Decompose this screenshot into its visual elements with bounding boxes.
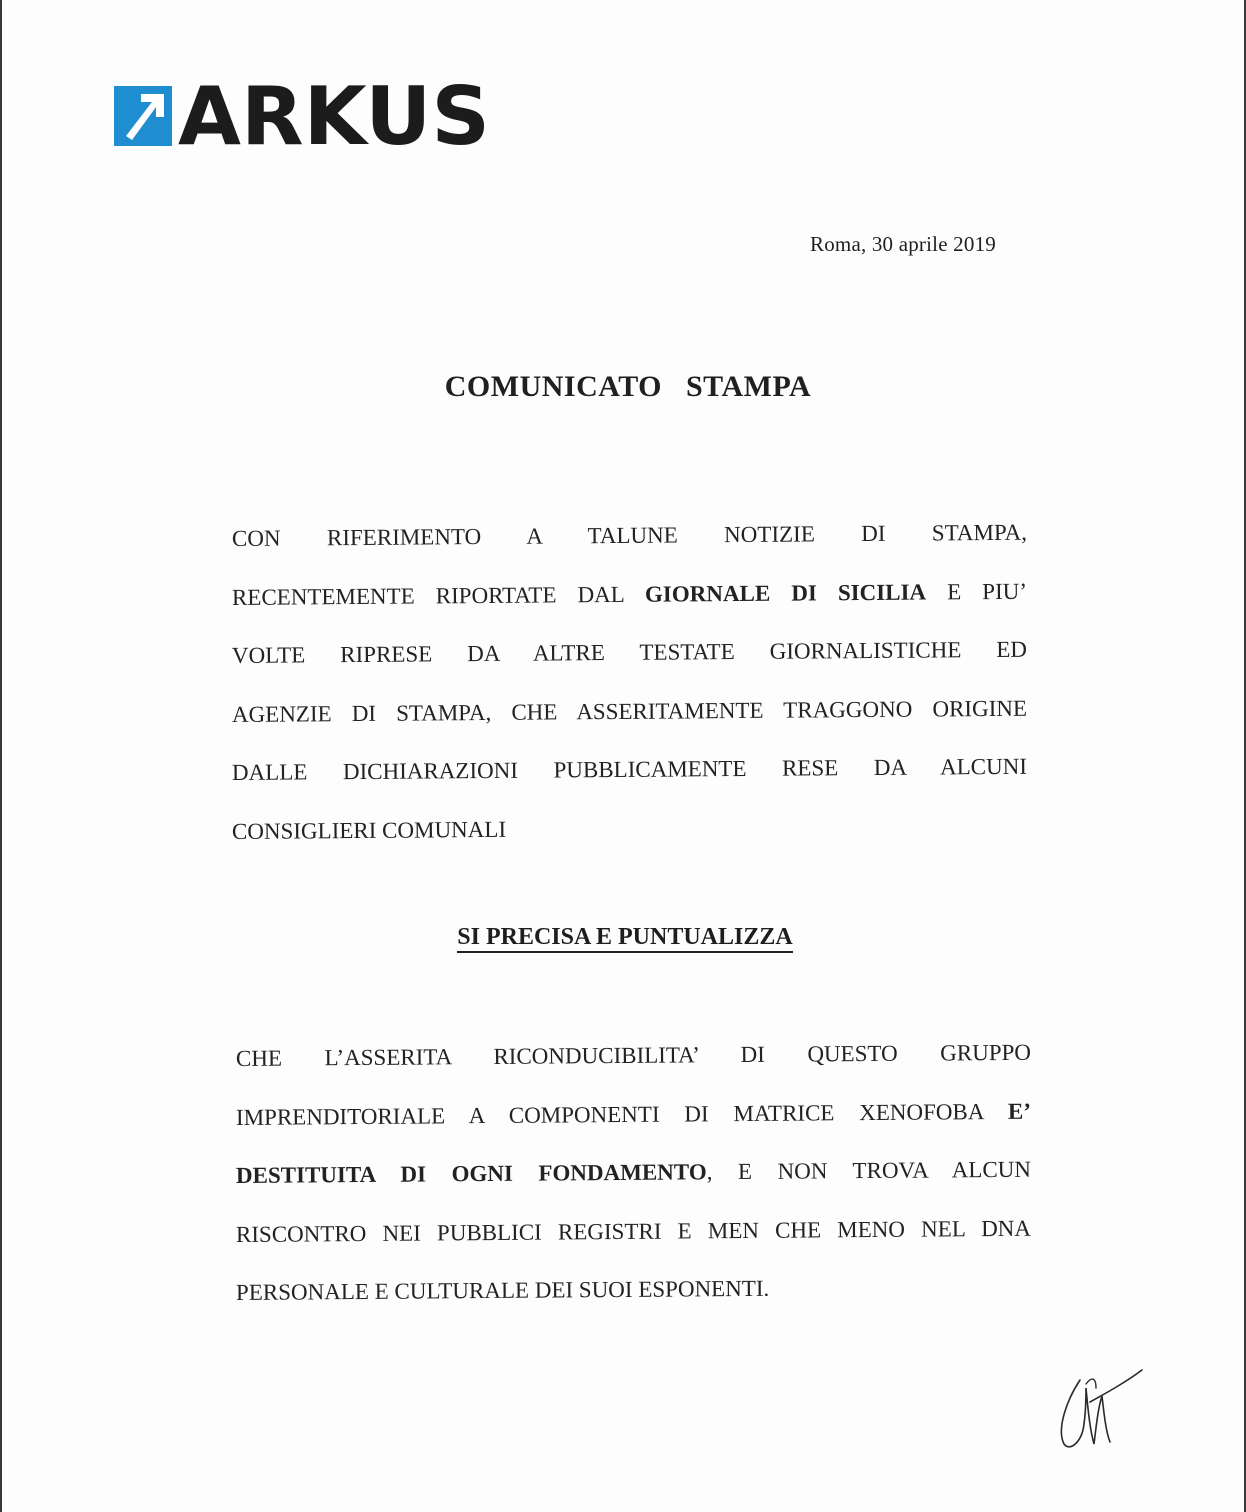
logo-wordmark: ARKUS (178, 80, 490, 150)
paragraph-1 (232, 510, 1027, 861)
paragraph-line: CONSIGLIERI COMUNALI (231, 816, 507, 844)
paragraph-2 (236, 1030, 1031, 1323)
paragraph-line: PERSONALE E CULTURALE DEI SUOI ESPONENTI. (235, 1275, 770, 1305)
section-subheading: SI PRECISA E PUNTUALIZZA (2, 924, 1246, 951)
paragraph-line: VOLTE RIPRESE DA ALTRE TESTATE GIORNALISTICHE ED (231, 636, 1028, 668)
paragraph-line: AGENZIE DI STAMPA, CHE ASSERITAMENTE TRAGGONO ORIGINE (231, 695, 1028, 727)
paragraph-line: DALLE DICHIARAZIONI PUBBLICAMENTE RESE DA ALCUNI (231, 753, 1028, 785)
handwritten-signature (1050, 1358, 1150, 1458)
paragraph-line: RISCONTRO NEI PUBBLICI REGISTRI E MEN CHE MENO NEL DNA (235, 1215, 1032, 1247)
paragraph-line: DESTITUITA DI OGNI FONDAMENTO, E NON TROVA ALCUN (235, 1156, 1032, 1188)
paragraph-line: RECENTEMENTE RIPORTATE DAL GIORNALE DI SICILIA E PIU’ (231, 578, 1028, 610)
paragraph-line: CHE L’ASSERITA RICONDUCIBILITA’ DI QUESTO GRUPPO (235, 1039, 1032, 1071)
arkus-logo (112, 80, 492, 150)
paragraph-line: IMPRENDITORIALE A COMPONENTI DI MATRICE XENOFOBA E’ (235, 1098, 1032, 1130)
document-title: COMUNICATO STAMPA (444, 370, 812, 403)
document-date: Roma, 30 aprile 2019 (810, 232, 996, 256)
paragraph-line: CON RIFERIMENTO A TALUNE NOTIZIE DI STAMPA, (231, 519, 1028, 551)
